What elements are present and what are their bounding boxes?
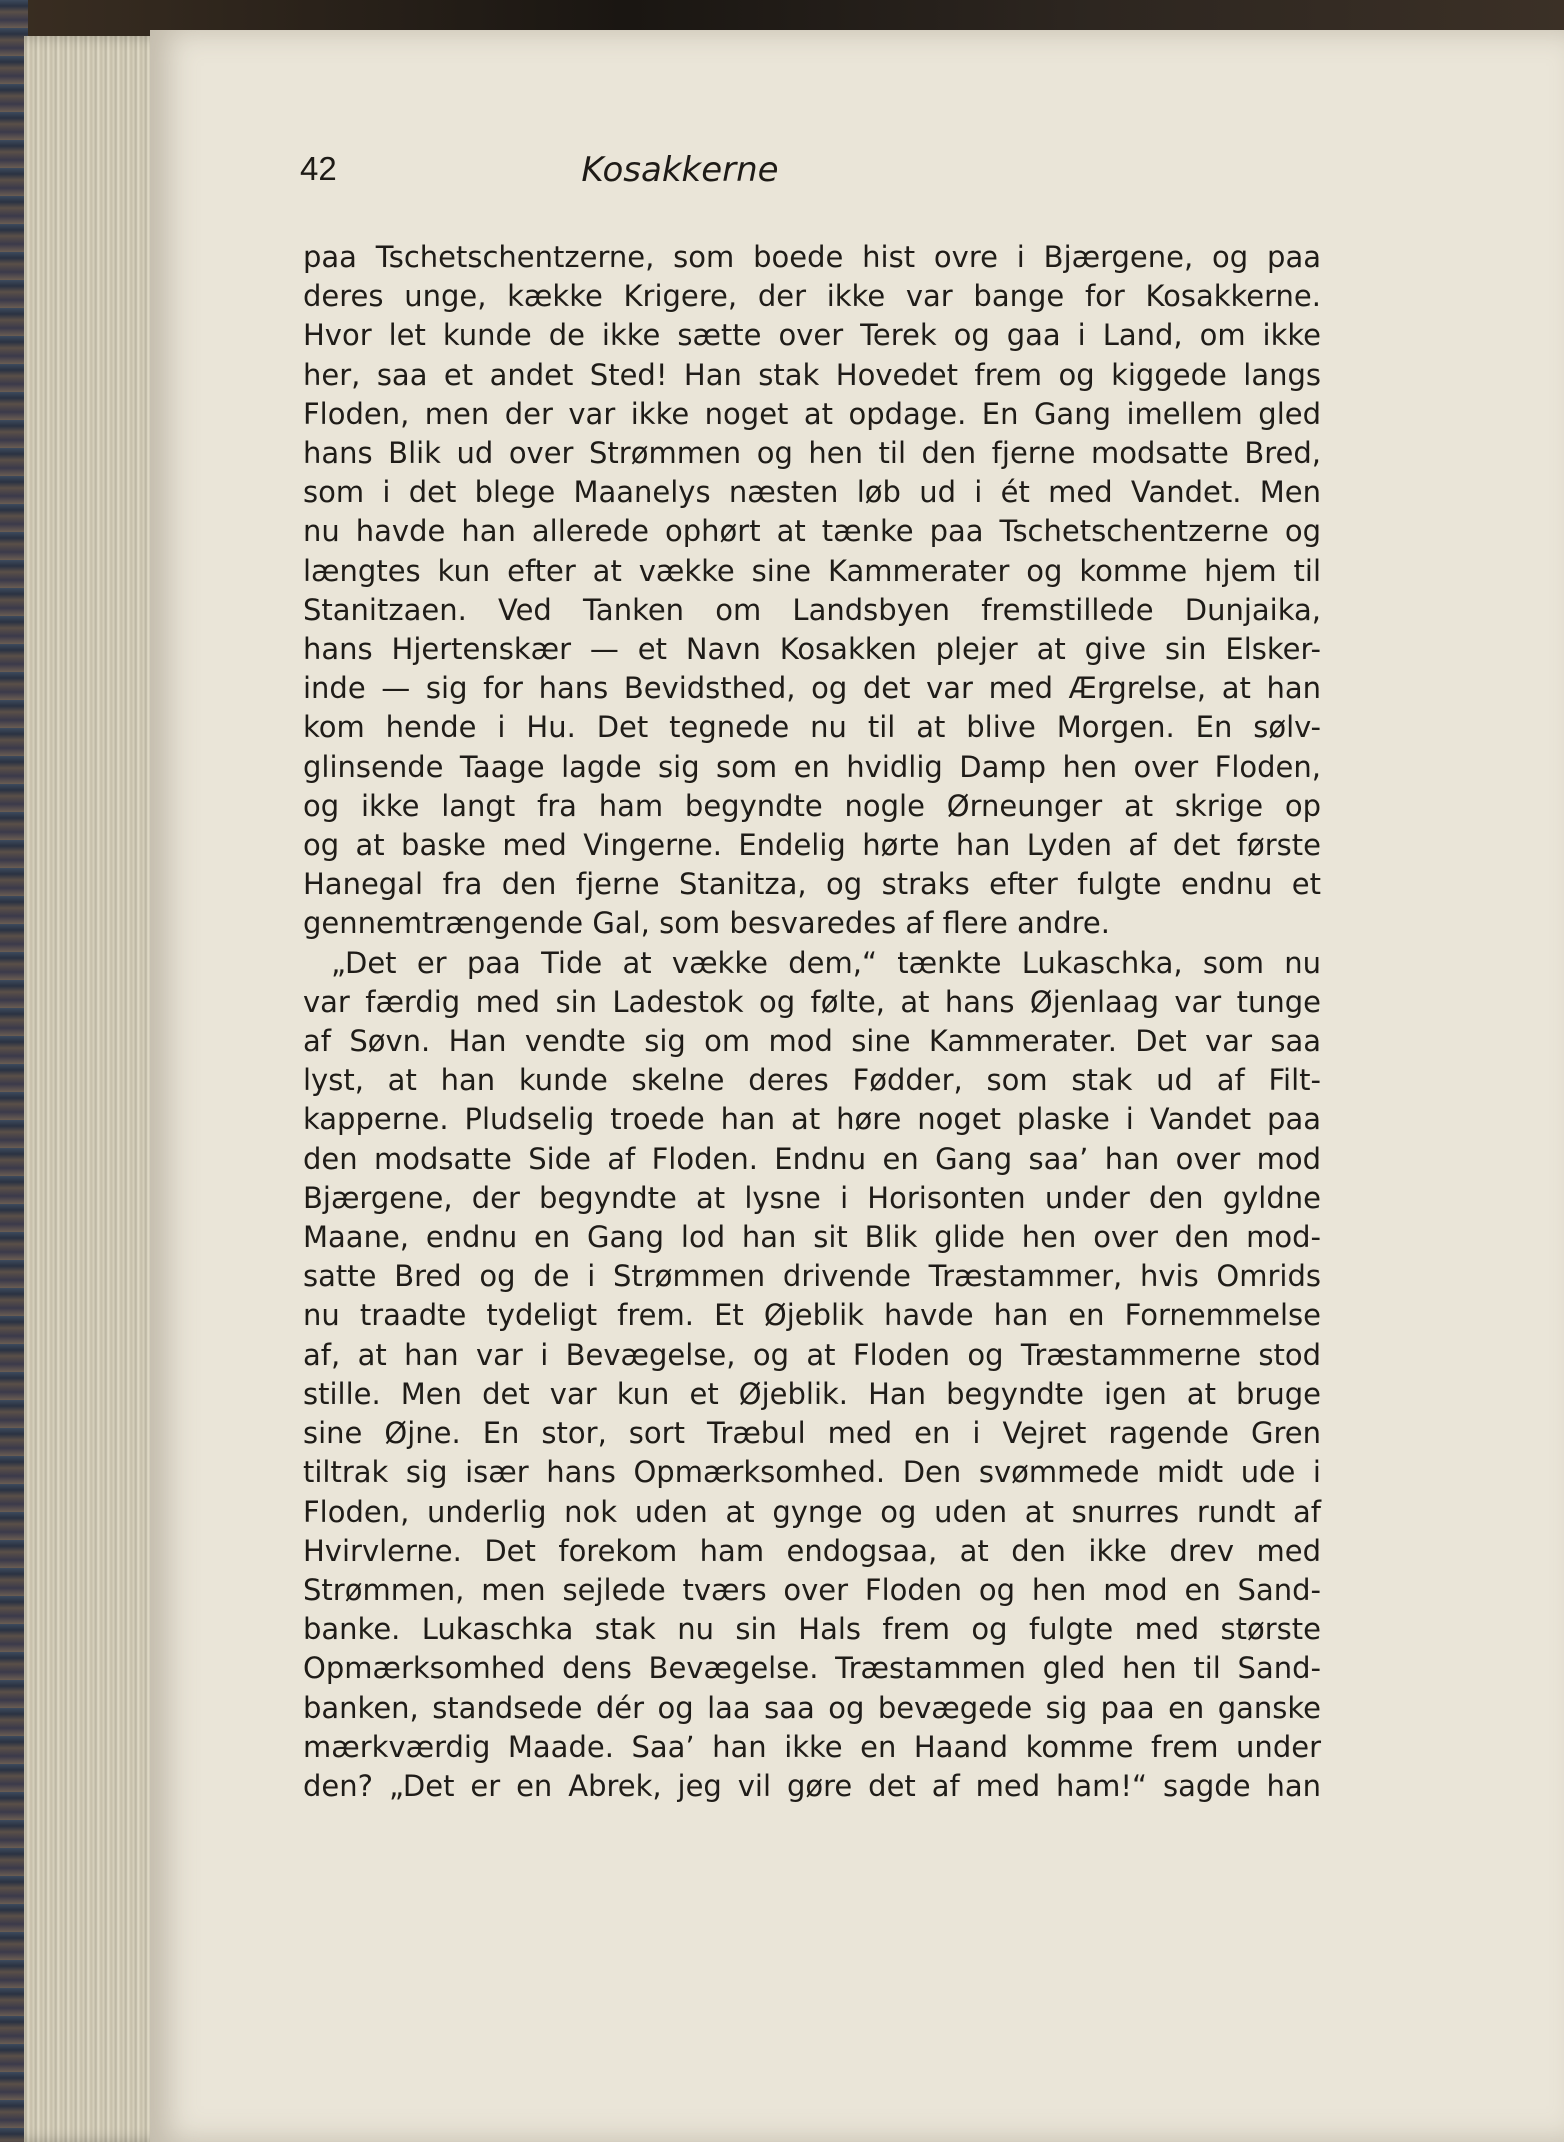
text-line: stille. Men det var kun et Øjeblik. Han begyndte igen at bruge <box>303 1376 1321 1411</box>
text-line: Hvirvlerne. Det forekom ham endogsaa, at den ikke drev med <box>303 1533 1321 1568</box>
text-line: af, at han var i Bevægelse, og at Floden og Træstammerne stod <box>303 1337 1321 1372</box>
text-line: her, saa et andet Sted! Han stak Hovedet frem og kiggede langs <box>303 357 1321 392</box>
text-line: banken, standsede dér og laa saa og bevægede sig paa en ganske <box>303 1690 1321 1725</box>
text-line: paa Tschetschentzerne, som boede hist ovre i Bjærgene, og paa <box>303 240 1321 274</box>
text-line: og at baske med Vingerne. Endelig hørte han Lyden af det første <box>303 828 1321 863</box>
text-line: Bjærgene, der begyndte at lysne i Horisonten under den gyldne <box>303 1180 1321 1215</box>
text-line: mærkværdig Maade. Saa’ han ikke en Haand komme frem under <box>303 1729 1321 1764</box>
text-line: hans Blik ud over Strømmen og hen til den fjerne modsatte Bred, <box>303 436 1321 471</box>
text-line: deres unge, kække Krigere, der ikke var bange for Kosakkerne. <box>303 279 1321 314</box>
text-line: Strømmen, men sejlede tværs over Floden og hen mod en Sand- <box>303 1572 1321 1607</box>
text-line: nu traadte tydeligt frem. Et Øjeblik havde han en Fornemmelse <box>303 1298 1321 1333</box>
text-line: Hanegal fra den fjerne Stanitza, og straks efter fulgte endnu et <box>303 867 1321 902</box>
text-line: Floden, underlig nok uden at gynge og uden at snurres rundt af <box>303 1494 1321 1529</box>
text-line: Floden, men der var ikke noget at opdage. En Gang imellem gled <box>303 396 1321 431</box>
text-line: kom hende i Hu. Det tegnede nu til at blive Morgen. En sølv- <box>303 710 1321 745</box>
text-line: Maane, endnu en Gang lod han sit Blik glide hen over den mod- <box>303 1220 1321 1255</box>
page-number: 42 <box>300 150 337 187</box>
text-line: Stanitzaen. Ved Tanken om Landsbyen fremstillede Dunjaika, <box>303 592 1321 627</box>
running-title: Kosakkerne <box>581 150 779 190</box>
text-line: „Det er paa Tide at vække dem,“ tænkte Lukaschka, som nu <box>331 945 1321 980</box>
page-header <box>300 150 1060 210</box>
text-line: nu havde han allerede ophørt at tænke paa Tschetschentzerne og <box>303 514 1321 549</box>
text-line: satte Bred og de i Strømmen drivende Træstammer, hvis Omrids <box>303 1259 1321 1294</box>
text-line: Opmærksomhed dens Bevægelse. Træstammen gled hen til Sand- <box>303 1651 1321 1686</box>
text-line: den modsatte Side af Floden. Endnu en Gang saa’ han over mod <box>303 1141 1321 1176</box>
text-line: som i det blege Maanelys næsten løb ud i ét med Vandet. Men <box>303 475 1321 510</box>
text-line: kapperne. Pludselig troede han at høre noget plaske i Vandet paa <box>303 1102 1321 1137</box>
text-line: Hvor let kunde de ikke sætte over Terek og gaa i Land, om ikke <box>303 318 1321 353</box>
text-line: inde — sig for hans Bevidsthed, og det var med Ærgrelse, at han <box>303 671 1321 706</box>
text-line: gennemtrængende Gal, som besvaredes af flere andre. <box>303 906 1110 941</box>
text-line: lyst, at han kunde skelne deres Fødder, som stak ud af Filt- <box>303 1063 1321 1098</box>
text-line: hans Hjertenskær — et Navn Kosakken plejer at give sin Elsker- <box>303 632 1321 667</box>
text-line: tiltrak sig især hans Opmærksomhed. Den svømmede midt ude i <box>303 1455 1321 1490</box>
text-line: den? „Det er en Abrek, jeg vil gøre det af med ham!“ sagde han <box>303 1768 1321 1803</box>
text-line: af Søvn. Han vendte sig om mod sine Kammerater. Det var saa <box>303 1024 1321 1059</box>
text-line: var færdig med sin Ladestok og følte, at hans Øjenlaag var tunge <box>303 984 1321 1019</box>
text-line: banke. Lukaschka stak nu sin Hals frem og fulgte med største <box>303 1612 1321 1647</box>
text-line: længtes kun efter at vække sine Kammerater og komme hjem til <box>303 553 1321 588</box>
text-line: sine Øjne. En stor, sort Træbul med en i Vejret ragende Gren <box>303 1416 1321 1451</box>
text-line: og ikke langt fra ham begyndte nogle Ørneunger at skrige op <box>303 788 1321 823</box>
body-text <box>303 238 1321 1806</box>
text-line: glinsende Taage lagde sig som en hvidlig Damp hen over Floden, <box>303 749 1321 784</box>
